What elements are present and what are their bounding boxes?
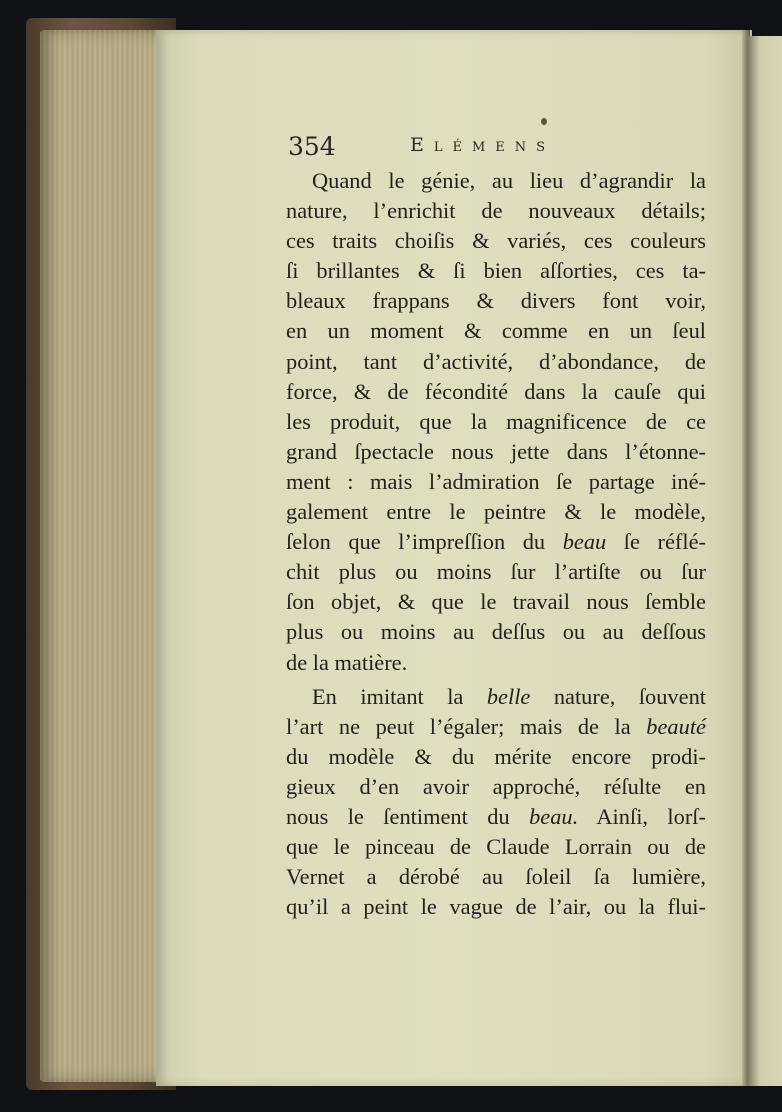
text-line: galement entre le peintre & le modèle, — [286, 499, 706, 525]
text-line: point, tant d’activité, d’abondance, de — [286, 348, 706, 374]
text-line: bleaux frappans & divers font voir, — [286, 288, 706, 314]
text-fragment: l’art ne peut l’égaler; mais de la — [286, 713, 631, 739]
italic-word: beau. — [529, 803, 579, 829]
text-line: les produit, que la magnificence de ce — [286, 408, 706, 434]
text-line: ces traits choiſis & variés, ces couleurs — [286, 228, 706, 254]
text-line: ſi brillantes & ſi bien aſſorties, ces ta- — [286, 258, 706, 284]
text-line: plus ou moins au deſſus ou au deſſous — [286, 619, 706, 645]
text-line: chit plus ou moins ſur l’artiſte ou ſur — [286, 559, 706, 585]
text-line: de la matière. — [286, 649, 408, 675]
facing-page — [748, 36, 782, 1086]
ink-speck — [541, 118, 547, 125]
running-title: Elémens — [410, 134, 556, 156]
text-line: ſon objet, & que le travail nous ſemble — [286, 589, 706, 615]
text-line — [286, 682, 706, 712]
text-line: en un moment & comme en un ſeul — [286, 318, 706, 344]
text-fragment: nature, ſouvent — [553, 683, 706, 709]
italic-word: belle — [486, 683, 531, 709]
italic-word: beauté — [646, 713, 706, 739]
text-fragment: ſe réflé- — [623, 529, 706, 555]
text-line: ment : mais l’admiration ſe partage iné- — [286, 468, 706, 494]
text-line: gieux d’en avoir approché, réſulte en — [286, 773, 706, 799]
text-line — [286, 802, 706, 832]
page-header — [288, 132, 598, 164]
text-line — [286, 712, 706, 742]
text-line: Quand le génie, au lieu d’agrandir la — [312, 168, 706, 193]
text-fragment: Ainſi, lorſ- — [596, 803, 706, 829]
text-line: du modèle & du mérite encore prodi- — [286, 743, 706, 769]
italic-word: beau — [562, 529, 607, 555]
text-fragment: nous le ſentiment du — [286, 803, 510, 829]
text-line: force, & de fécondité dans la cauſe qui — [286, 378, 706, 404]
page-number: 354 — [288, 132, 336, 161]
text-line: qu’il a peint le vague de l’air, ou la flui- — [286, 894, 706, 920]
text-line: que le pinceau de Claude Lorrain ou de — [286, 834, 706, 860]
text-line: Vernet a dérobé au ſoleil ſa lumière, — [286, 864, 706, 890]
body-text — [286, 166, 706, 922]
text-fragment: ſelon que l’impreſſion du — [286, 529, 546, 555]
text-line: grand ſpectacle nous jette dans l’étonne- — [286, 438, 706, 464]
page-edges — [40, 30, 172, 1082]
text-line — [286, 527, 706, 557]
text-line: nature, l’enrichit de nouveaux détails; — [286, 198, 706, 224]
text-fragment: En imitant la — [312, 683, 464, 709]
